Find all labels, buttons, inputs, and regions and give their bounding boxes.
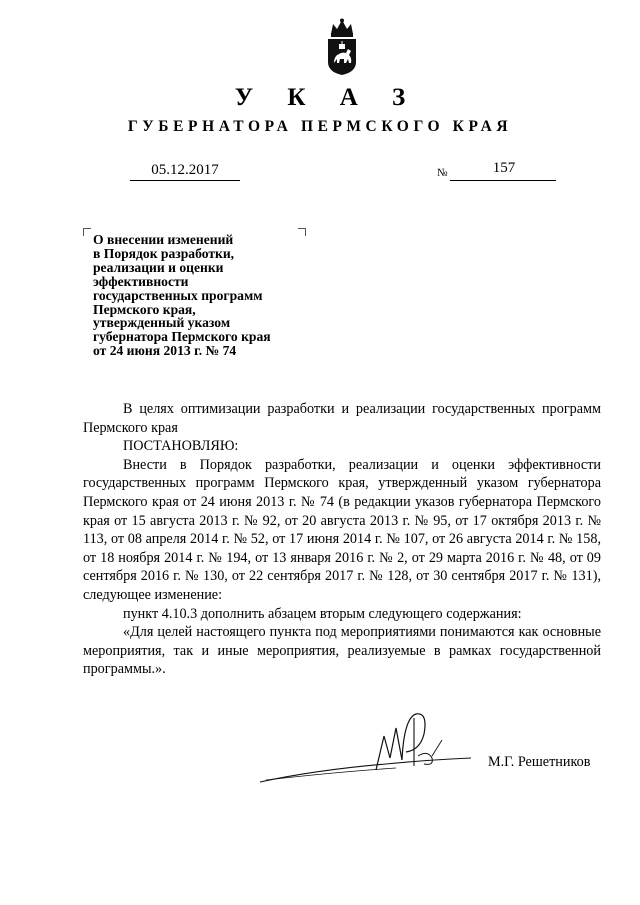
- subject-line: от 24 июня 2013 г. № 74: [93, 343, 237, 359]
- document-number: 157: [492, 160, 516, 176]
- number-underline: [450, 180, 556, 181]
- subject-line: утвержденный указом: [93, 315, 231, 331]
- handwritten-signature-icon: [256, 700, 496, 790]
- coat-of-arms-icon: [325, 18, 359, 76]
- subject-line: государственных программ: [93, 287, 263, 303]
- subject-line: Пермского края,: [93, 301, 196, 317]
- amendment-paragraph: пункт 4.10.3 дополнить абзацем вторым следующего содержания:: [123, 605, 522, 622]
- subject-line: в Порядок разработки,: [93, 245, 235, 261]
- subject-line: эффективности: [93, 273, 189, 289]
- resolve-heading: ПОСТАНОВЛЯЮ:: [123, 438, 239, 455]
- preamble-paragraph: В целях оптимизации разработки и реализации государственных программ Пермского края: [83, 401, 601, 436]
- number-sign: №: [437, 167, 448, 179]
- document-title: У К А З: [234, 84, 420, 111]
- subject-line: О внесении изменений: [93, 232, 234, 247]
- main-paragraph: Внести в Порядок разработки, реализации и оценки эффективности государственных программ Пермского края, утвержденный указом губернатора Пермского края от 24 июня 2013 г. № 74 (в редакции указов губернатора Пермского края от 15 августа 2013 г. № 92, от 20 августа 2013 г. № 95, от 17 октября 2013 г. № 113, от 08 апреля 2014 г. № 52, от 17 июня 2014 г. № 107, от 26 августа 2014 г. № 158, от 18 ноября 2014 г. № 194, от 13 января 2016 г. № 2, от 29 марта 2016 г. № 48, от 09 сентября 2016 г. № 130, от 22 сентября 2017 г. № 128, от 30 сентября 2017 г. № 131), следующее изменение:: [83, 456, 601, 603]
- subject-line: губернатора Пермского края: [93, 329, 271, 345]
- subject-bracket-left: [83, 228, 91, 236]
- document-body: [83, 400, 601, 679]
- date-underline: [130, 180, 240, 181]
- document-date: 05.12.2017: [151, 162, 219, 178]
- issuer-title: ГУБЕРНАТОРА ПЕРМСКОГО КРАЯ: [127, 118, 513, 135]
- document-subject: [93, 233, 308, 358]
- subject-line: реализации и оценки: [93, 259, 224, 275]
- signatory-name: М.Г. Решетников: [488, 754, 591, 770]
- quote-paragraph: «Для целей настоящего пункта под мероприятиями понимаются как основные мероприятия, так и иные мероприятия, реализуемые в рамках государственной программы.».: [83, 624, 601, 678]
